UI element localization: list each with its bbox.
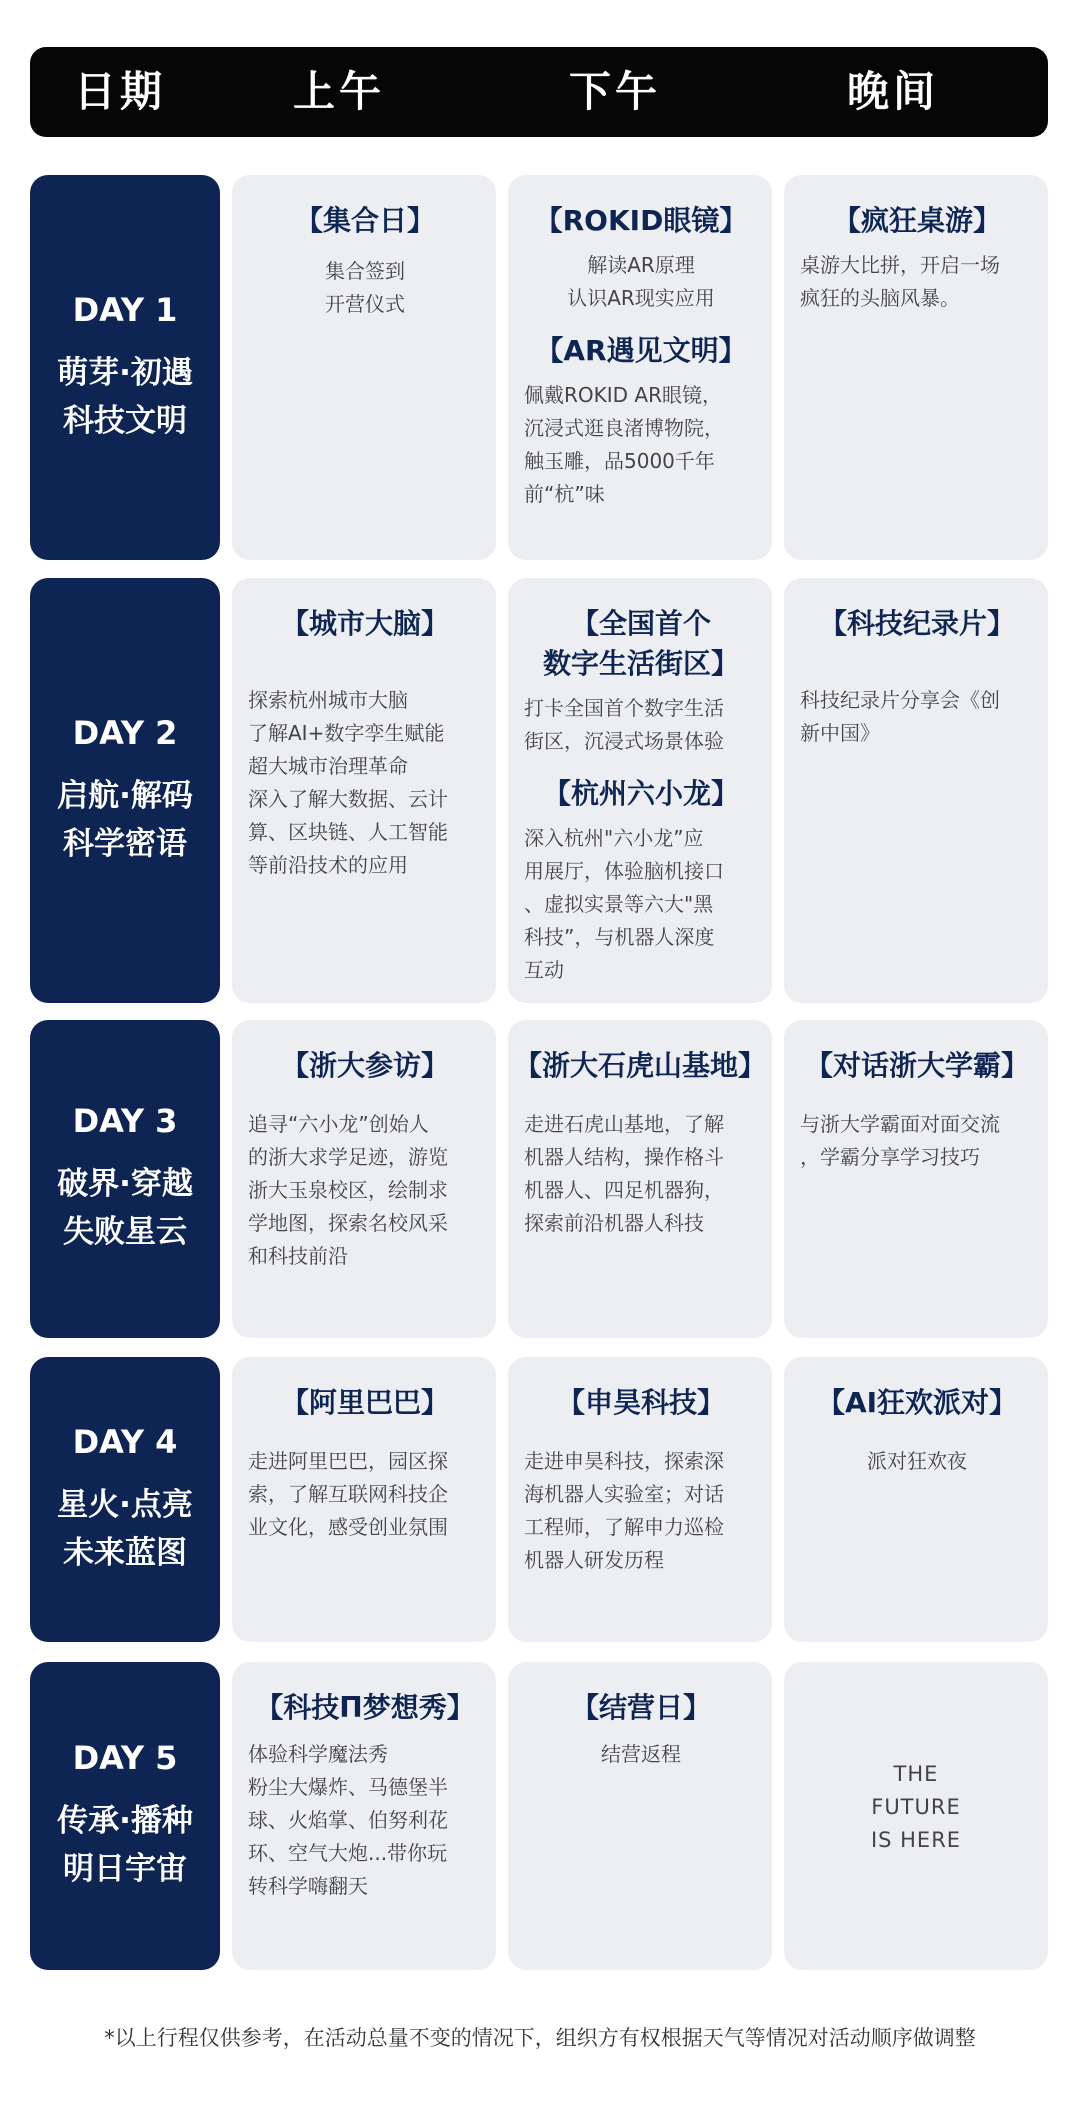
day-title: 破界·穿越	[57, 1166, 193, 1202]
desc-line: 转科学嗨翻天	[248, 1874, 368, 1898]
day-3-evening	[784, 1020, 1048, 1338]
day-3-morning	[232, 1020, 496, 1338]
desc-line: 工程师，了解申力巡检	[524, 1515, 724, 1539]
activity-title: 【城市大脑】	[280, 607, 449, 640]
day-title: 星火·点亮	[57, 1486, 193, 1523]
day-5-afternoon	[508, 1662, 772, 1970]
desc-line: 粉尘大爆炸、马德堡半	[248, 1775, 448, 1799]
activity-title: 【阿里巴巴】	[280, 1386, 449, 1419]
desc-line: 科技纪录片分享会《创	[800, 688, 1000, 712]
desc-line: 体验科学魔法秀	[248, 1742, 388, 1766]
desc-line: 探索杭州城市大脑	[248, 688, 408, 712]
desc-line: 集合签到	[325, 259, 405, 283]
activity-title: 【浙大参访】	[280, 1049, 449, 1082]
desc-line: 街区，沉浸式场景体验	[524, 729, 724, 753]
activity-desc	[248, 684, 482, 882]
day-3-label	[30, 1020, 220, 1338]
day-title: 传承·播种	[57, 1803, 193, 1839]
activity-desc	[524, 822, 758, 987]
day-5-label	[30, 1662, 220, 1970]
day-1-evening	[784, 175, 1048, 560]
activity-title: 【科技Π梦想秀】	[255, 1691, 475, 1724]
day-1-label	[30, 175, 220, 560]
activity-desc	[248, 1738, 482, 1903]
activity-title: 【疯狂桌游】	[832, 204, 1001, 237]
day-title: 萌芽·初遇	[57, 354, 193, 391]
activity-desc	[524, 379, 758, 511]
day-subtitle: 未来蓝图	[63, 1534, 187, 1571]
desc-line: 球、火焰掌、伯努利花	[248, 1808, 448, 1832]
activity-desc	[514, 1108, 766, 1240]
activity-desc	[524, 1738, 758, 1771]
activity-title: 【浙大石虎山基地】	[514, 1049, 767, 1082]
footnote: *以上行程仅供参考，在活动总量不变的情况下，组织方有权根据天气等情况对活动顺序做调整	[104, 2026, 976, 2050]
header-evening: 晚间	[846, 67, 939, 116]
desc-line: 互动	[524, 958, 564, 982]
activity-title: 【杭州六小龙】	[542, 777, 739, 810]
activity-desc	[248, 255, 482, 321]
activity-desc	[800, 1108, 1034, 1174]
activity-desc	[248, 1445, 482, 1544]
desc-line: 新中国》	[800, 721, 880, 745]
day-2-label	[30, 578, 220, 1003]
day-subtitle: 失败星云	[63, 1214, 187, 1250]
activity-desc	[248, 1108, 482, 1273]
desc-line: 用展厅，体验脑机接口	[524, 859, 724, 883]
desc-line: 超大城市治理革命	[248, 754, 408, 778]
desc-line: 打卡全国首个数字生活	[524, 696, 724, 720]
desc-line: 疯狂的头脑风暴。	[800, 286, 960, 310]
day-number: DAY 3	[72, 1102, 178, 1140]
future-slogan	[784, 1758, 1048, 1857]
activity-title-line1: 【全国首个	[570, 607, 711, 640]
day-1-morning	[232, 175, 496, 560]
desc-line: 认识AR现实应用	[567, 286, 715, 310]
desc-line: 了解AI+数字孪生赋能	[248, 721, 445, 745]
desc-line: 深入了解大数据、云计	[248, 787, 448, 811]
desc-line: 与浙大学霸面对面交流	[800, 1112, 1000, 1136]
day-4-evening	[784, 1357, 1048, 1642]
desc-line: 的浙大求学足迹，游览	[248, 1145, 448, 1169]
schedule-header	[30, 47, 1048, 137]
day-subtitle: 科学密语	[63, 825, 187, 862]
day-4-morning	[232, 1357, 496, 1642]
desc-line: 等前沿技术的应用	[248, 853, 408, 877]
desc-line: 走进申昊科技，探索深	[524, 1449, 724, 1473]
activity-desc	[800, 684, 1034, 750]
desc-line: 浙大玉泉校区，绘制求	[248, 1178, 448, 1202]
day-4-label	[30, 1357, 220, 1642]
day-subtitle: 明日宇宙	[63, 1851, 187, 1887]
day-2-afternoon	[508, 578, 772, 1003]
desc-line: 走进阿里巴巴，园区探	[248, 1449, 448, 1473]
activity-title: 【申昊科技】	[556, 1386, 725, 1419]
day-subtitle: 科技文明	[63, 402, 187, 439]
day-number: DAY 5	[72, 1739, 178, 1777]
desc-line: 机器人、四足机器狗，	[524, 1178, 724, 1202]
desc-line: 科技”，与机器人深度	[524, 925, 715, 949]
desc-line: 派对狂欢夜	[867, 1449, 967, 1473]
activity-desc	[524, 1445, 758, 1577]
activity-title: 【AR遇见文明】	[535, 334, 747, 367]
activity-title: 【AI狂欢派对】	[816, 1386, 1018, 1419]
activity-title: 【结营日】	[570, 1691, 711, 1724]
header-morning: 上午	[292, 67, 385, 116]
desc-line: 和科技前沿	[248, 1244, 348, 1268]
slogan-line: FUTURE	[871, 1795, 961, 1819]
desc-line: 沉浸式逛良渚博物院，	[524, 416, 724, 440]
desc-line: 算、区块链、人工智能	[248, 820, 448, 844]
desc-line: 索，了解互联网科技企	[248, 1482, 448, 1506]
activity-desc	[524, 249, 758, 315]
activity-desc	[524, 692, 758, 758]
day-number: DAY 2	[72, 713, 178, 752]
slogan-line: IS HERE	[870, 1828, 962, 1852]
desc-line: 学地图，探索名校风采	[248, 1211, 448, 1235]
day-2-morning	[232, 578, 496, 1003]
desc-line: 环、空气大炮...带你玩	[248, 1841, 448, 1865]
day-4-afternoon	[508, 1357, 772, 1642]
desc-line: 佩戴ROKID AR眼镜，	[524, 383, 722, 407]
activity-title-line2: 数字生活街区】	[542, 647, 739, 680]
desc-line: 深入杭州"六小龙”应	[524, 826, 704, 850]
desc-line: 结营返程	[601, 1742, 681, 1766]
desc-line: 追寻“六小龙”创始人	[248, 1112, 429, 1136]
day-number: DAY 4	[72, 1422, 178, 1461]
activity-desc	[800, 1445, 1034, 1478]
desc-line: 走进石虎山基地，了解	[524, 1112, 724, 1136]
activity-title: 【ROKID眼镜】	[534, 204, 748, 237]
activity-title: 【科技纪录片】	[818, 607, 1015, 640]
desc-line: 机器人研发历程	[524, 1548, 664, 1572]
activity-desc	[800, 249, 1034, 315]
activity-title: 【对话浙大学霸】	[804, 1049, 1029, 1082]
desc-line: 开营仪式	[325, 292, 405, 316]
desc-line: 前“杭”味	[524, 482, 605, 506]
desc-line: ，学霸分享学习技巧	[800, 1145, 980, 1169]
slogan-line: THE	[893, 1762, 939, 1786]
header-date: 日期	[73, 67, 166, 116]
desc-line: 探索前沿机器人科技	[524, 1211, 704, 1235]
day-5-morning	[232, 1662, 496, 1970]
desc-line: 机器人结构，操作格斗	[524, 1145, 724, 1169]
day-1-afternoon	[508, 175, 772, 560]
desc-line: 业文化，感受创业氛围	[248, 1515, 448, 1539]
day-5-evening	[784, 1662, 1048, 1970]
header-afternoon: 下午	[568, 67, 661, 116]
desc-line: 解读AR原理	[587, 253, 695, 277]
day-title: 启航·解码	[57, 777, 193, 814]
desc-line: 触玉雕，品5000千年	[524, 449, 715, 473]
desc-line: 、虚拟实景等六大"黑	[524, 892, 714, 916]
day-3-afternoon	[508, 1020, 772, 1338]
desc-line: 桌游大比拼，开启一场	[800, 253, 1000, 277]
day-number: DAY 1	[72, 290, 178, 329]
desc-line: 海机器人实验室；对话	[524, 1482, 724, 1506]
activity-title: 【集合日】	[294, 204, 435, 237]
day-2-evening	[784, 578, 1048, 1003]
